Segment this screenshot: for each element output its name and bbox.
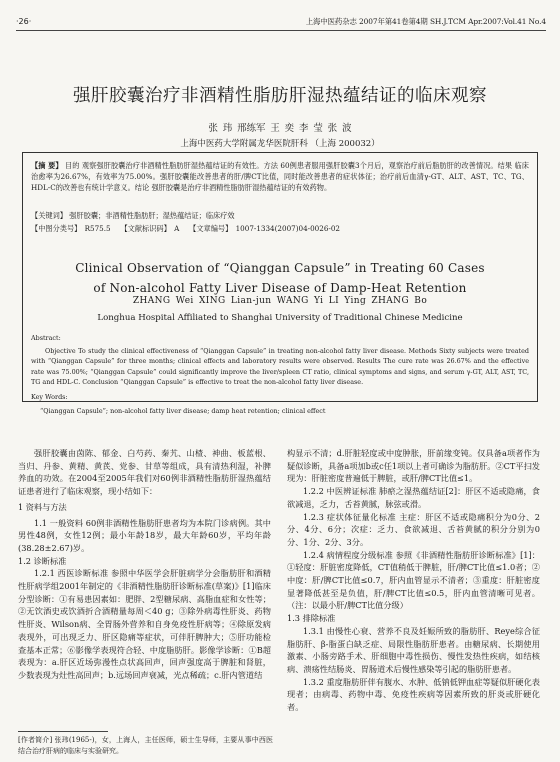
paragraph-1-2-1: 1.2.1 西医诊断标准 参照中华医学会肝脏病学分会脂肪肝和酒精性肝病学组2001年制定的《非酒精性脂肪肝诊断标准(草案)》[1]临床分型诊断：①有易患因素如：肥胖、2型糖尿病、高脂血症和女性等；②无饮酒史或饮酒折合酒精量每周＜40 g；③除外病毒性肝炎、药物性肝炎、Wilson病、全胃肠外营养和自身免疫性肝病等；④除原发病表现外，可出现乏力、肝区隐痛等症状，可伴肝脾肿大；⑤肝功能检查基本正常；⑥影像学表现符合轻、中度脂肪肝。影像学诊断：①B超表现为：a.肝区近场弥漫性点状高回声，回声强度高于脾脏和肾脏，少数表现为灶性高回声；b.远场回声衰减，光点稀疏；c.肝内管道结 bbox=[18, 568, 271, 680]
body-column-left bbox=[18, 447, 271, 682]
header-rule bbox=[16, 30, 546, 31]
footnote-rule bbox=[18, 731, 108, 732]
paragraph-1-3-1: 1.3.1 由慢性心衰、营养不良及妊娠所致的脂肪肝、Reye综合征脂肪肝、β-脂蛋白缺乏症、局限性脂肪肝患者。由糖尿病、长期使用激素、小肠旁路手术、肝细胞中毒性损伤、慢性发热性疾病，如结核病、溃疡性结肠炎、胃肠道术后慢性感染等引起的脂肪肝患者。 bbox=[287, 625, 540, 674]
abstract-en-label: Abstract: bbox=[31, 334, 61, 342]
subsection-heading: 1.3 排除标准 bbox=[287, 613, 336, 624]
doc-code-label: 【文献标识码】 bbox=[120, 224, 171, 233]
keywords-cn-text: 强肝胶囊；非酒精性脂肪肝；湿热蕴结证；临床疗效 bbox=[69, 211, 235, 220]
abstract-cn-label: 【摘 要】 bbox=[31, 161, 63, 170]
article-no-value: 1007-1334(2007)04-0026-02 bbox=[235, 224, 340, 233]
article-no-label: 【文章编号】 bbox=[189, 224, 233, 233]
affiliation-cn: 上海中医药大学附属龙华医院肝科 （上海 200032） bbox=[180, 139, 380, 149]
title-en-line-2: of Non-alcohol Fatty Liver Disease of Damp-Heat Retention bbox=[93, 281, 467, 295]
intro-paragraph: 强肝胶囊由茵陈、郁金、白芍药、秦艽、山楂、神曲、板蓝根、当归、丹参、黄精、黄芪、党参、甘草等组成，具有清热利湿，补脾养血的功效。在2004至2005年我们对60例非酒精性脂肪肝湿热蕴结证患者进行了临床观察，现小结如下： bbox=[18, 448, 271, 497]
article-title-en bbox=[0, 258, 560, 298]
section-heading: 1 资料与方法 bbox=[18, 501, 67, 512]
keywords-en-text: “Qianggan Capsule”; non-alcohol fatty liver disease; damp heat retention; clinical effect bbox=[40, 407, 326, 415]
running-header: 上海中医药杂志 2007年第41卷第4期 SH.J.TCM Apr.2007:Vol.41 No.4 bbox=[305, 17, 546, 26]
paragraph-1-1: 1.1 一般资料 60例非酒精性脂肪肝患者均为本院门诊病例。其中男性48例，女性12例；最小年龄18岁，最大年龄60岁，平均年龄(38.28±2.67)岁。 bbox=[18, 517, 271, 553]
paragraph-1-3-2: 1.3.2 重度脂肪肝伴有腹水、水肿、低钠低钾血症等疑似肝硬化表现者；由病毒、药物中毒、免疫性疾病等因素所致的肝炎或肝硬化者。 bbox=[287, 676, 540, 713]
abstract-cn-text: 目的 观察强肝胶囊治疗非酒精性脂肪肝湿热蕴结证的有效性。方法 60例患者服用强肝胶囊3个月后，观察治疗前后脂肪肝的改善情况。结果 临床治愈率为26.67%，有效率为75.00%。强肝胶囊能改善患者的肝/脾CT比值，同时能改善患者的症状体征；治疗前后血清γ-GT、ALT、AST、TC、TG、HDL-C的改善也有统计学意义。结论 强肝胶囊是治疗非酒精性脂肪肝湿热蕴结证的有效药物。 bbox=[31, 161, 529, 193]
clc-label: 【中图分类号】 bbox=[31, 224, 82, 233]
author-footnote: [作者简介] 张玮(1965-)，女，上海人，主任医师，硕士生导师，主要从事中西医结合治疗肝病的临床与实验研究。 bbox=[18, 736, 273, 755]
subsection-heading: 1.2 诊断标准 bbox=[18, 555, 67, 566]
article-title-cn: 强肝胶囊治疗非酒精性脂肪肝湿热蕴结证的临床观察 bbox=[73, 86, 487, 106]
keywords-en-label: Key Words: bbox=[31, 393, 68, 401]
authors-cn: 张 玮 邢练军 王 奕 李 莹 张 波 bbox=[208, 123, 352, 134]
classification-line bbox=[31, 224, 340, 234]
paragraph-1-2-3: 1.2.3 症状体征量化标准 主症：肝区不适或隐痛积分为0分、2分、4分、6分；次症：乏力、食欲减退、舌苔黄腻的积分分别为0分、1分、2分、3分。 bbox=[287, 511, 540, 547]
authors-en: ZHANG Wei XING Lian-jun WANG Yi LI Ying ZHANG Bo bbox=[132, 296, 428, 306]
keywords-cn bbox=[31, 211, 235, 221]
affiliation-en: Longhua Hospital Affiliated to Shanghai University of Traditional Chinese Medicine bbox=[97, 313, 463, 323]
title-en-line-1: Clinical Observation of “Qianggan Capsule” in Treating 60 Cases bbox=[75, 261, 485, 275]
paragraph-continued: 构显示不清；d.肝脏轻度或中度肿胀，肝前缘变钝。仅具备a项者作为疑似诊断，具备a项加b或c任1项以上者可确诊为脂肪肝。②CT平扫发现为：肝脏密度普遍低于脾脏，或肝/脾CT比值≤1。 bbox=[287, 448, 540, 484]
body-column-right bbox=[287, 447, 540, 714]
page-number: ·26· bbox=[16, 17, 32, 26]
doc-code-value: A bbox=[174, 224, 180, 233]
clc-value: R575.5 bbox=[84, 224, 111, 233]
abstract-cn bbox=[31, 160, 529, 194]
keywords-cn-label: 【关键词】 bbox=[31, 211, 67, 220]
paragraph-1-2-2: 1.2.2 中医辨证标准 肺瘀之湿热蕴结证[2]：肝区不适或隐痛，食欲减退，乏力，舌苔黄腻，脉弦或滑。 bbox=[287, 486, 540, 509]
paragraph-1-2-4: 1.2.4 病情程度分级标准 参照《非酒精性脂肪肝诊断标准》[1]：①轻度：肝脏密度降低，CT值稍低于脾脏，肝/脾CT比值≤1.0者；②中度：肝/脾CT比值≤0.7，肝内血管显示不清者；③重度：肝脏密度显著降低甚至是负值，肝/脾CT比值≤0.5，肝内血管清晰可见者。（注：以最小肝/脾CT比值分级） bbox=[287, 549, 540, 611]
abstract-en-text: Objective To study the clinical effectiveness of “Qianggan Capsule” in treating non-alcohol fatty liver disease. Methods Sixty subjects were treated with “Qianggan Capsule” for three months; clinical effects and laboratory results were observed. Results The cure rate was 26.67% and the effective rate was 75.00%; “Qianggan Capsule” could significantly improve the liver/spleen CT ratio, clinical symptoms and signs, and serum γ-GT, ALT, AST, TC, TG and HDL-C. Conclusion “Qianggan Capsule” is effective to treat the non-alcohol fatty liver disease. bbox=[31, 347, 529, 387]
